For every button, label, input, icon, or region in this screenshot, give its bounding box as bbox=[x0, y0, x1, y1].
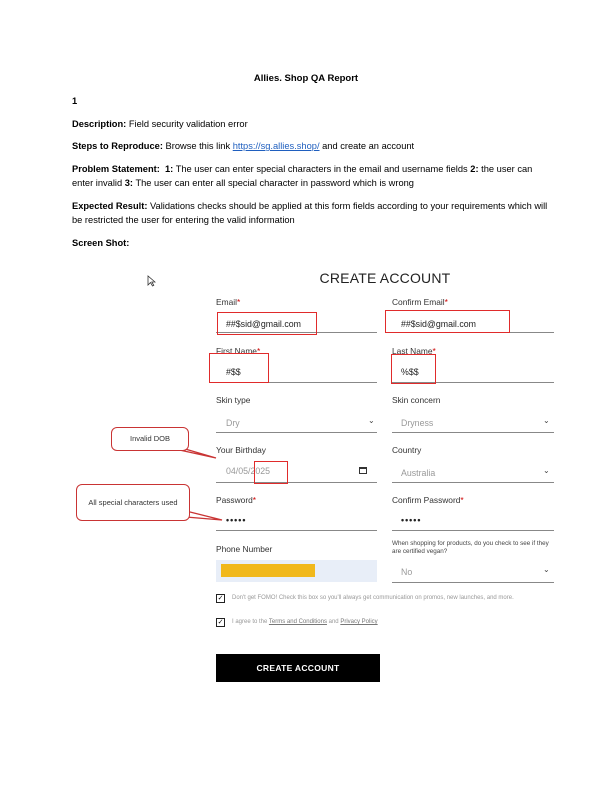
skin-type-label: Skin type bbox=[216, 395, 251, 405]
problem-text-2: the user can enter invalid bbox=[72, 164, 533, 188]
screenshot-label: Screen Shot: bbox=[72, 238, 130, 248]
problem-num-3: 3: bbox=[124, 178, 134, 188]
issue-number: 1 bbox=[72, 96, 78, 106]
terms-text: I agree to the Terms and Conditions and Privacy Policy bbox=[232, 619, 378, 625]
chevron-down-icon: ⌄ bbox=[543, 565, 550, 574]
password-input[interactable]: ••••• bbox=[226, 515, 247, 525]
steps-text: Browse this link bbox=[165, 141, 231, 151]
skin-concern-label: Skin concern bbox=[392, 395, 441, 405]
vegan-select[interactable]: No bbox=[401, 567, 413, 577]
expected-text: Validations checks should be applied at this form fields according to your requirements which will be restricted the user for entering the valid information bbox=[72, 201, 548, 225]
chevron-down-icon: ⌄ bbox=[368, 416, 375, 425]
expected-label: Expected Result: bbox=[72, 201, 148, 211]
invalid-dob-callout: Invalid DOB bbox=[111, 427, 189, 451]
create-account-button[interactable]: CREATE ACCOUNT bbox=[216, 654, 380, 682]
terms-link[interactable]: Terms and Conditions bbox=[268, 619, 327, 625]
problem-text-1: The user can enter special characters in the email and username fields bbox=[175, 164, 468, 174]
password-label: Password* bbox=[216, 495, 257, 505]
confirm-email-input[interactable]: ##$sid@gmail.com bbox=[401, 319, 476, 329]
first-name-label: First Name* bbox=[216, 346, 261, 356]
form-title: CREATE ACCOUNT bbox=[319, 270, 451, 286]
chevron-down-icon: ⌄ bbox=[543, 466, 550, 475]
skin-concern-select[interactable]: Dryness bbox=[401, 418, 434, 428]
last-name-input[interactable]: %$$ bbox=[401, 367, 419, 377]
terms-checkbox[interactable]: ✓ bbox=[217, 619, 224, 626]
email-label: Email* bbox=[216, 297, 241, 307]
problem-label: Problem Statement: bbox=[72, 164, 160, 174]
birthday-input[interactable]: 04/05/2025 bbox=[226, 466, 271, 476]
birthday-label: Your Birthday bbox=[216, 445, 266, 455]
phone-label: Phone Number bbox=[216, 544, 273, 554]
confirm-password-label: Confirm Password* bbox=[392, 495, 464, 505]
problem-num-1: 1: bbox=[165, 164, 174, 174]
steps-label: Steps to Reproduce: bbox=[72, 141, 163, 151]
description-label: Description: bbox=[72, 119, 127, 129]
privacy-link[interactable]: Privacy Policy bbox=[340, 619, 378, 625]
last-name-label: Last Name* bbox=[392, 346, 436, 356]
report-title: Allies. Shop QA Report bbox=[253, 73, 359, 84]
confirm-email-label: Confirm Email* bbox=[392, 297, 448, 307]
country-select[interactable]: Australia bbox=[401, 468, 436, 478]
country-label: Country bbox=[392, 445, 422, 455]
problem-num-2: 2: bbox=[470, 164, 479, 174]
confirm-password-input[interactable]: ••••• bbox=[401, 515, 422, 525]
chevron-down-icon: ⌄ bbox=[543, 416, 550, 425]
vegan-question: When shopping for products, do you check to see if they are certified vegan? bbox=[392, 540, 549, 555]
skin-type-select[interactable]: Dry bbox=[226, 418, 240, 428]
steps-text-end: and create an account bbox=[322, 141, 415, 151]
problem-text-3: The user can enter all special character in password which is wrong bbox=[135, 178, 414, 188]
special-characters-callout: All special characters used bbox=[76, 484, 190, 521]
fomo-text: Don't get FOMO! Check this box so you'll always get communication on promos, new launches, and more. bbox=[232, 595, 514, 601]
description-text: Field security validation error bbox=[128, 119, 248, 129]
steps-link[interactable]: https://sg.allies.shop/ bbox=[232, 141, 320, 151]
email-input[interactable]: ##$sid@gmail.com bbox=[226, 319, 301, 329]
fomo-checkbox[interactable]: ✓ bbox=[217, 595, 224, 602]
first-name-input[interactable]: #$$ bbox=[226, 367, 241, 377]
